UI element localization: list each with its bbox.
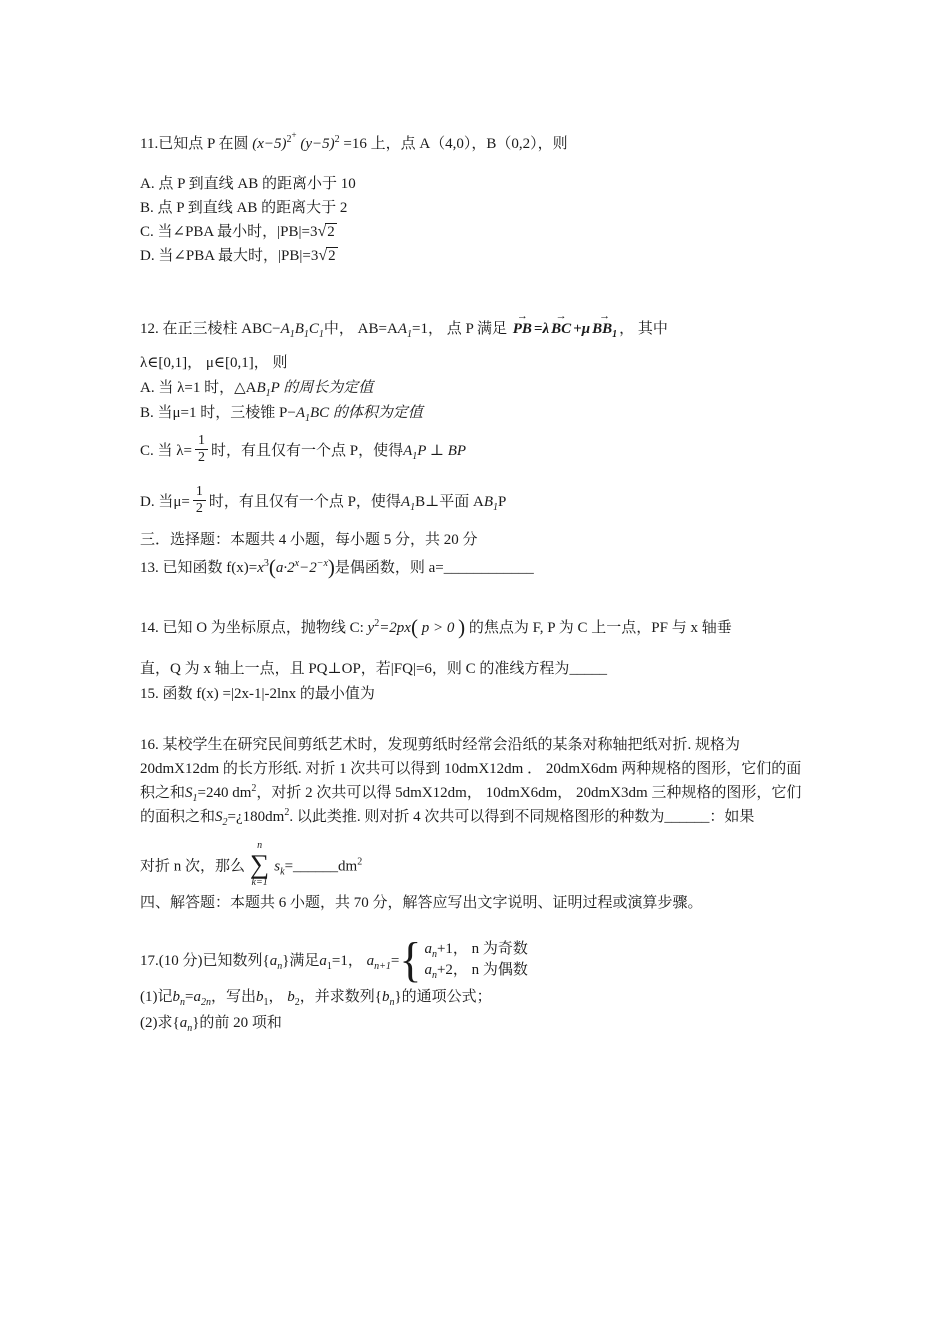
q12-option-c-post: P ⊥ BP [417,442,467,459]
q12-option-d-text: D. 当μ= [140,493,190,510]
q17-b1: b [255,989,264,1005]
brace-icon: { [399,932,422,986]
q11-term1-exp-plus: + [291,130,297,140]
open-paren: ( [268,555,276,579]
q16-answer-blank-2: ______ [293,858,339,875]
math-sub: 1 [192,793,198,804]
q14-condition: p > 0 [417,620,459,636]
q12-option-a-post: P 的周长为定值 [270,380,374,396]
equals-sign: = [533,321,543,337]
piecewise-definition [399,932,528,986]
close-brace: } [282,953,290,969]
q12-option-b [140,401,838,426]
math-sub: 1 [304,413,310,424]
math-sub: n [431,948,437,960]
q12-option-a-math [256,380,271,399]
close-brace: } [192,1015,200,1031]
q16-line3-mid: =240 dm [197,785,252,801]
close-paren: ) [327,555,335,579]
problem-12 [140,311,838,528]
q14-line1 [140,611,838,645]
q11-term2: (y−5) [300,136,335,152]
math-var: b [381,989,390,1005]
q13-inner1: a·2 [275,560,295,576]
q17-part1-mid2: ， [268,989,284,1005]
math-var: A [400,493,411,510]
math-sub: n [389,997,395,1008]
q16-line5 [140,840,838,891]
fraction-denominator: 2 [198,450,205,465]
q12-prism-label [280,321,324,340]
q13-stem-pre: 13. 已知函数 f(x)= [140,560,258,576]
problem-16 [140,733,838,891]
close-brace: } [394,989,402,1005]
q12-stem [140,311,838,347]
piecewise-row-2-text: +2， n 为偶数 [436,961,528,978]
math-var: a [179,1015,188,1031]
q17-part1-post: 的通项公式； [401,989,492,1005]
q17-a2n: a [193,989,201,1005]
fraction-one-half [195,433,208,466]
math-var: A [403,442,413,459]
q11-option-d-radicand: 2 [328,248,336,264]
vector-BB1-base: BB [592,321,613,337]
q17-b1-sub: 1 [263,997,269,1008]
q16-line4 [140,805,838,829]
q11-term1-exp-value: 2 [286,134,292,145]
q17-bn: b [172,989,180,1005]
q14-answer-blank: _____ [569,661,607,677]
fraction-numerator: 1 [195,433,208,450]
math-var: S [185,785,193,801]
q17-stem-mid: 满足 [289,953,320,969]
q12-edge-label [397,321,412,340]
q16-dm-sup: 2 [357,856,363,868]
q17-a2n-sub: 2n [200,997,211,1008]
vector-BB1 [592,311,617,347]
q11-equation-rhs: =16 [343,136,367,152]
q16-line2-text: 20dmX12dm 的长方形纸. 对折 1 次共可以得到 10dmX12dm ． 20dmX6dm 两种规格的图形，它们的面 [140,761,802,777]
q17-part2-post: 的前 20 项和 [199,1015,282,1031]
vector-BC [551,311,571,347]
q16-line4-sup: 2 [284,807,290,818]
plus-sign: + [573,321,582,337]
fraction-one-half [193,484,206,517]
radical-icon: √ [317,223,327,240]
q16-line3-sup: 2 [251,783,257,794]
math-var: C [308,321,319,337]
q12-option-b-post: BC 的体积为定值 [309,405,423,421]
q12-stem-p4: ， 其中 [619,321,668,337]
piecewise-row-2 [424,960,527,981]
q12-option-d-mid: 时，有且仅有一个点 P，使得 [208,493,401,510]
q16-line3-post: ，对折 2 次共可以得 5dmX12dm， 10dmX6dm， 20dmX3dm 三种规格的图形，它们 [256,785,802,801]
q17-a1: a [319,953,327,969]
lambda-symbol: λ [542,321,550,337]
fraction-denominator: 2 [195,501,203,516]
summation-lower-limit: k=1 [251,877,268,888]
q12-option-c-mid: 时，有且仅有一个点 P，使得 [211,442,404,459]
close-paren: ) [458,615,466,639]
section-3-heading [140,528,838,553]
q12-option-c-text: C. 当 λ= [140,442,192,459]
math-sub: 1 [492,501,498,513]
q17-part1 [140,984,838,1010]
q17-part1-pre: (1)记 [140,989,173,1005]
math-sub: n [277,961,283,972]
q12-option-d [140,477,838,528]
q11-option-a-text: A. 点 P 到直线 AB 的距离小于 10 [140,176,356,192]
piecewise-rows [424,939,527,981]
problem-17 [140,932,838,1036]
q14-line2 [140,657,838,682]
problem-11 [140,132,838,268]
math-sub: 1 [412,450,418,462]
section-4-heading-text: 四、解答题：本题共 6 小题，共 70 分，解答应写出文字说明、证明过程或演算步骤。 [140,895,703,911]
q17-part1-mid3: ，并求数列 [299,989,375,1005]
open-paren: ( [410,615,418,639]
q16-line5-eq: = [284,858,294,875]
q11-option-b [140,196,838,220]
q11-option-d [140,244,838,268]
q16-sk-sub: k [280,866,285,878]
q11-option-c-radicand: 2 [327,224,335,240]
fraction-numerator: 1 [193,484,206,501]
q16-line1-text: 16. 某校学生在研究民间剪纸艺术时，发现剪纸时经常会沿纸的某条对称轴把纸对折. 规格为 [140,737,741,753]
math-var: B [294,321,304,337]
q12-option-a-text: A. 当 λ=1 时，△A [140,380,257,396]
q12-stem-p2: 中， AB=A [323,321,398,337]
q16-S2 [215,809,228,828]
summation-operator [250,840,269,888]
q17-stem-pre: 17.(10 分)已知数列 [140,953,263,969]
q11-option-c-text: C. 当∠PBA 最小时，|PB|=3 [140,224,318,240]
q15-text: 15. 函数 f(x) =|2x-1|-2lnx 的最小值为 [140,686,375,702]
math-sub: n [431,969,437,981]
math-sub: 1 [410,501,416,513]
q17-stem [140,932,838,986]
q17-an1-sub: n+1 [374,961,391,972]
q14-y-var: y [367,620,375,636]
math-sub: 1 [406,329,412,340]
q17-part1-mid1: ，写出 [210,989,256,1005]
q13-inner2-exponent: −x [316,558,328,569]
q16-sk-var: s [274,858,281,875]
q12-option-a [140,376,838,401]
math-sub: n [187,1023,193,1034]
math-var: A [295,405,305,421]
section-3-heading-text: 三．选择题：本题共 4 小题，每小题 5 分，共 20 分 [140,532,478,548]
math-sub: 1 [265,388,271,399]
math-var: A [280,321,290,337]
q17-part2 [140,1010,838,1036]
q16-line4-pre: 的面积之和 [140,809,216,825]
q17-an1: a [366,953,375,969]
math-var: a [269,953,278,969]
q11-term1: (x−5) [252,136,287,152]
math-sub: 2 [222,817,228,828]
q12-stem-p3: =1， 点 P 满足 [411,321,507,337]
q13-stem-post: 是偶函数，则 a= [334,560,444,576]
vector-arrow-icon: → [555,310,567,322]
q17-a1-sub: 1 [326,961,332,972]
vector-arrow-icon: → [599,310,611,322]
q11-option-d-text: D. 当∠PBA 最大时，|PB|=3 [140,248,319,264]
equals-sign: = [185,989,194,1005]
q13-x-exponent: 3 [263,558,269,569]
q16-dm-unit: dm [338,858,358,875]
q16-line2 [140,757,838,781]
math-sub: 1 [303,329,309,340]
q13-x-var: x [257,560,264,576]
q12-stem-p1: 12. 在正三棱柱 ABC− [140,321,281,337]
q12-stem-line2 [140,351,838,376]
q14-stem-post: 的焦点为 F, P 为 C 上一点，PF 与 x 轴垂 [468,620,732,636]
q17-b2: b [287,989,295,1005]
math-var: S [215,809,223,825]
q12-option-d-mid2: B⊥平面 A [415,493,484,510]
q11-term1-exponent [286,130,297,145]
q13-inner1-exponent: x [294,558,300,569]
math-var: B [256,380,266,396]
q11-stem [140,132,838,157]
q11-stem-pre: 11.已知点 P 在圆 [140,136,249,152]
q14-stem-pre: 14. 已知 O 为坐标原点，抛物线 C: [140,620,364,636]
sigma-icon: ∑ [250,849,270,879]
math-var: a [424,940,432,957]
q16-line4-mid: =¿180dm [227,809,285,825]
summation-upper-limit: n [257,840,263,851]
q16-line5-pre: 对折 n 次，那么 [140,858,246,875]
problem-14 [140,611,838,682]
open-brace: { [374,989,382,1005]
q12-option-d-post: P [497,493,507,510]
q11-stem-post: 上，点 A（4,0），B（0,2），则 [370,136,568,152]
math-sub: 1 [612,329,618,340]
q13-answer-blank: ____________ [443,560,534,576]
open-brace: { [262,953,270,969]
q17-part2-pre: (2)求 [140,1015,173,1031]
q12-option-c-math [403,442,418,462]
math-var: a [424,961,432,978]
problem-13 [140,553,838,583]
q17-bn-sub: n [180,997,185,1008]
q17-an1-eq: = [390,953,400,969]
section-4-heading [140,891,838,916]
q11-option-b-text: B. 点 P 到直线 AB 的距离大于 2 [140,200,348,216]
math-var: B [483,493,493,510]
q11-option-c-sqrt [318,220,337,244]
q11-option-a [140,172,838,196]
q16-S1 [185,785,198,804]
vector-BC-label: BC [551,321,572,337]
q14-line2-text: 直，Q 为 x 轴上一点，且 PQ⊥OP，若|FQ|=6，则 C 的准线方程为 [140,661,570,677]
mu-symbol: μ [581,321,591,337]
radical-icon: √ [318,247,328,264]
q13-inner2: −2 [299,560,317,576]
q14-parabola-rhs: =2px [379,620,411,636]
q11-option-d-sqrt [318,244,337,268]
q17-a1-eq: =1， [331,953,363,969]
q16-line4-post: . 以此类推. 则对折 4 次共可以得到不同规格图形的种数为 [289,809,665,825]
q12-option-c [140,426,838,477]
q12-option-b-math [295,405,310,424]
q12-domain-text: λ∈[0,1]， μ∈[0,1]， 则 [140,355,288,371]
open-brace: { [172,1015,180,1031]
math-var: A [397,321,407,337]
math-sub: 1 [318,329,324,340]
q16-line3 [140,781,838,805]
q16-line1 [140,733,838,757]
q16-answer-blank-1: ______ [664,809,710,825]
q11-option-c [140,220,838,244]
q17-seq-bn [374,989,402,1008]
q16-line3-pre: 积之和 [140,785,186,801]
vector-arrow-icon: → [516,310,528,322]
vector-PB [513,311,532,347]
math-sub: 1 [289,329,295,340]
piecewise-row-1-text: +1， n 为奇数 [436,940,528,957]
piecewise-row-1 [424,939,527,960]
problem-15 [140,682,838,707]
q11-term2-exponent: 2 [334,134,340,145]
q17-seq-an [262,953,290,972]
q16-line4-end: ：如果 [709,809,755,825]
q12-option-d-math1 [400,493,416,513]
q14-y-exponent: 2 [374,618,380,629]
q17-seq-an2 [172,1015,200,1034]
vector-PB-label: PB [512,321,532,337]
q12-option-d-math2 [483,493,498,513]
q12-option-b-text: B. 当μ=1 时，三棱锥 P− [140,405,296,421]
q17-b2-sub: 2 [294,997,300,1008]
